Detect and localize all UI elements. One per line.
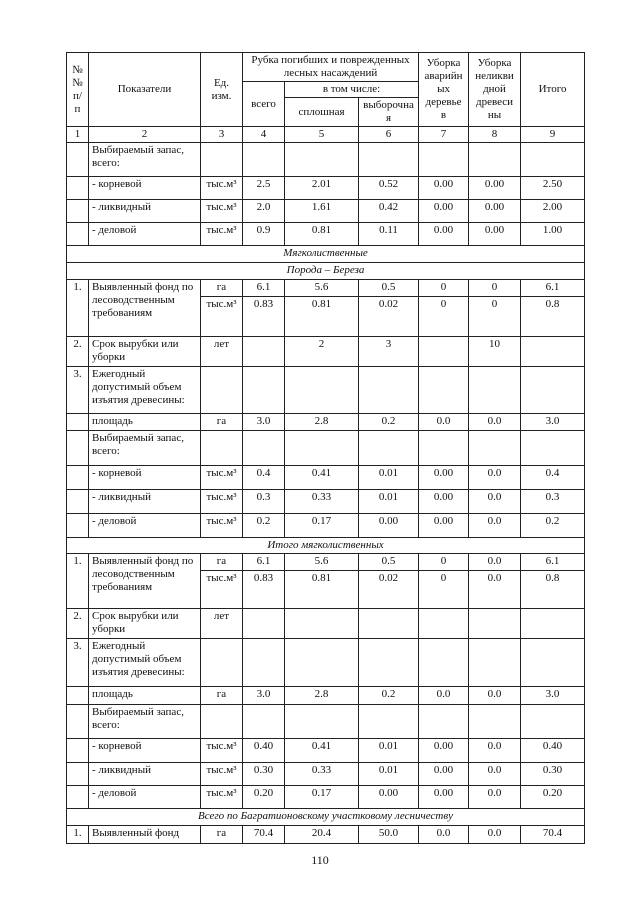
value-cell: 0.42: [359, 200, 419, 223]
value-cell: [419, 337, 469, 367]
row-label: - корневой: [89, 466, 201, 490]
table-row: [67, 554, 585, 571]
value-cell: [469, 431, 521, 466]
value-cell: 0.02: [359, 297, 419, 337]
table-row: [67, 466, 585, 490]
row-label: - корневой: [89, 177, 201, 200]
value-cell: [419, 431, 469, 466]
value-cell: 1.61: [285, 200, 359, 223]
row-label: площадь: [89, 687, 201, 705]
section-title: Всего по Багратионовскому участковому лесничеству: [67, 809, 585, 826]
row-unit: га: [201, 554, 243, 571]
row-unit: [201, 431, 243, 466]
header-emergency: Уборка аварийн ых деревье в: [419, 53, 469, 127]
value-cell: 50.0: [359, 826, 419, 844]
row-unit: тыс.м³: [201, 297, 243, 337]
value-cell: [521, 143, 585, 177]
value-cell: [285, 639, 359, 687]
value-cell: 2.50: [521, 177, 585, 200]
row-unit: тыс.м³: [201, 786, 243, 809]
row-unit: тыс.м³: [201, 200, 243, 223]
value-cell: 3.0: [243, 414, 285, 431]
row-number: [67, 431, 89, 466]
header-indicators: Показатели: [89, 53, 201, 127]
row-unit: [201, 639, 243, 687]
value-cell: 3.0: [521, 414, 585, 431]
section-title: Итого мягколиственных: [67, 538, 585, 554]
value-cell: 2.00: [521, 200, 585, 223]
table-row: [67, 705, 585, 739]
value-cell: 0.0: [469, 554, 521, 571]
value-cell: 0.2: [521, 514, 585, 538]
value-cell: [469, 705, 521, 739]
row-unit: га: [201, 687, 243, 705]
value-cell: [359, 367, 419, 414]
value-cell: 0.00: [419, 514, 469, 538]
value-cell: [359, 431, 419, 466]
section-row: [67, 809, 585, 826]
value-cell: 0.83: [243, 297, 285, 337]
row-number: 3.: [67, 639, 89, 687]
value-cell: [243, 609, 285, 639]
value-cell: 0.00: [469, 177, 521, 200]
value-cell: [285, 367, 359, 414]
row-number: [67, 200, 89, 223]
row-label: Срок вырубки или уборки: [89, 609, 201, 639]
row-label: Выявленный фонд: [89, 826, 201, 844]
value-cell: 0.11: [359, 223, 419, 246]
value-cell: 0.8: [521, 571, 585, 609]
value-cell: 0.30: [521, 763, 585, 786]
column-number-cell: 9: [521, 127, 585, 143]
table-row: [67, 739, 585, 763]
row-unit: лет: [201, 609, 243, 639]
row-label: - ликвидный: [89, 763, 201, 786]
value-cell: 0: [469, 280, 521, 297]
row-number: [67, 705, 89, 739]
column-number-cell: 1: [67, 127, 89, 143]
section-title: Порода – Береза: [67, 263, 585, 280]
value-cell: 0.00: [419, 177, 469, 200]
row-number: [67, 177, 89, 200]
value-cell: 0.00: [469, 200, 521, 223]
row-label: Выбираемый запас, всего:: [89, 143, 201, 177]
value-cell: 0.00: [419, 739, 469, 763]
table-row: [67, 514, 585, 538]
column-number-cell: 2: [89, 127, 201, 143]
row-label: площадь: [89, 414, 201, 431]
row-number: [67, 687, 89, 705]
value-cell: 0.00: [359, 514, 419, 538]
value-cell: [359, 639, 419, 687]
header-felling: Рубка погибших и поврежденных лесных насаждений: [243, 53, 419, 82]
value-cell: 70.4: [521, 826, 585, 844]
table-body: [67, 143, 585, 844]
value-cell: 3.0: [243, 687, 285, 705]
value-cell: 0.00: [359, 786, 419, 809]
value-cell: [359, 705, 419, 739]
row-number: [67, 763, 89, 786]
row-number: [67, 786, 89, 809]
value-cell: 0.3: [243, 490, 285, 514]
value-cell: [521, 367, 585, 414]
header-clear: сплошная: [285, 98, 359, 127]
row-number: [67, 490, 89, 514]
value-cell: [359, 609, 419, 639]
row-number: 1.: [67, 826, 89, 844]
value-cell: 0.00: [419, 786, 469, 809]
row-unit: га: [201, 414, 243, 431]
value-cell: 0.02: [359, 571, 419, 609]
value-cell: 3.0: [521, 687, 585, 705]
value-cell: 0.81: [285, 297, 359, 337]
value-cell: 0.00: [419, 200, 469, 223]
table-row: [67, 223, 585, 246]
column-number-cell: 8: [469, 127, 521, 143]
value-cell: [243, 367, 285, 414]
value-cell: [521, 705, 585, 739]
value-cell: 0.33: [285, 763, 359, 786]
value-cell: 2.5: [243, 177, 285, 200]
value-cell: 0.81: [285, 571, 359, 609]
value-cell: [243, 705, 285, 739]
value-cell: 0.4: [521, 466, 585, 490]
value-cell: [285, 143, 359, 177]
value-cell: 0: [469, 297, 521, 337]
row-unit: тыс.м³: [201, 514, 243, 538]
row-number: 1.: [67, 554, 89, 609]
value-cell: 0.00: [469, 223, 521, 246]
value-cell: 0: [419, 297, 469, 337]
header-selective: выборочна я: [359, 98, 419, 127]
row-unit: тыс.м³: [201, 223, 243, 246]
value-cell: 0: [419, 280, 469, 297]
column-number-cell: 4: [243, 127, 285, 143]
value-cell: 2.01: [285, 177, 359, 200]
value-cell: 6.1: [521, 280, 585, 297]
value-cell: 0.52: [359, 177, 419, 200]
value-cell: 0.40: [521, 739, 585, 763]
value-cell: 6.1: [243, 554, 285, 571]
value-cell: 0.00: [419, 223, 469, 246]
value-cell: [419, 639, 469, 687]
value-cell: 0.01: [359, 739, 419, 763]
header-sum: Итого: [521, 53, 585, 127]
row-unit: га: [201, 280, 243, 297]
row-label: Ежегодный допустимый объем изъятия древесины:: [89, 639, 201, 687]
value-cell: 0.0: [469, 466, 521, 490]
value-cell: 20.4: [285, 826, 359, 844]
value-cell: 0.33: [285, 490, 359, 514]
value-cell: [243, 337, 285, 367]
value-cell: [469, 609, 521, 639]
row-label: - ликвидный: [89, 200, 201, 223]
table-row: [67, 337, 585, 367]
value-cell: 0.0: [469, 786, 521, 809]
row-label: - деловой: [89, 786, 201, 809]
value-cell: 0.0: [419, 414, 469, 431]
column-number-cell: 7: [419, 127, 469, 143]
value-cell: 0.81: [285, 223, 359, 246]
page-number: 110: [311, 853, 329, 867]
row-unit: [201, 705, 243, 739]
row-label: Срок вырубки или уборки: [89, 337, 201, 367]
value-cell: 2.8: [285, 687, 359, 705]
value-cell: 0.2: [359, 414, 419, 431]
row-label: - корневой: [89, 739, 201, 763]
header-unit: Ед. изм.: [201, 53, 243, 127]
table-row: [67, 639, 585, 687]
value-cell: 0.2: [359, 687, 419, 705]
header-illiquid: Уборка неликви дной древеси ны: [469, 53, 521, 127]
row-number: [67, 223, 89, 246]
row-unit: га: [201, 826, 243, 844]
value-cell: 0: [419, 554, 469, 571]
row-unit: лет: [201, 337, 243, 367]
table-row: [67, 490, 585, 514]
table-row: [67, 687, 585, 705]
value-cell: 0.41: [285, 739, 359, 763]
column-number-cell: 5: [285, 127, 359, 143]
row-label: - деловой: [89, 223, 201, 246]
value-cell: 0.17: [285, 786, 359, 809]
row-number: [67, 514, 89, 538]
value-cell: 0.20: [521, 786, 585, 809]
table-row: [67, 414, 585, 431]
section-row: [67, 246, 585, 263]
value-cell: 0.20: [243, 786, 285, 809]
value-cell: 0.83: [243, 571, 285, 609]
value-cell: 6.1: [521, 554, 585, 571]
row-unit: тыс.м³: [201, 177, 243, 200]
row-number: 2.: [67, 609, 89, 639]
row-unit: тыс.м³: [201, 490, 243, 514]
table-row: [67, 143, 585, 177]
section-row: [67, 538, 585, 554]
value-cell: [419, 367, 469, 414]
table-row: [67, 177, 585, 200]
row-unit: тыс.м³: [201, 571, 243, 609]
row-number: 2.: [67, 337, 89, 367]
value-cell: [243, 431, 285, 466]
value-cell: [243, 639, 285, 687]
value-cell: 0.5: [359, 554, 419, 571]
value-cell: 0.8: [521, 297, 585, 337]
row-unit: тыс.м³: [201, 763, 243, 786]
value-cell: 0.30: [243, 763, 285, 786]
value-cell: [419, 143, 469, 177]
value-cell: [469, 367, 521, 414]
table-row: [67, 200, 585, 223]
row-number: 1.: [67, 280, 89, 337]
value-cell: 0.0: [469, 571, 521, 609]
value-cell: 0.0: [419, 687, 469, 705]
section-title: Мягколиственные: [67, 246, 585, 263]
row-label: Выбираемый запас, всего:: [89, 705, 201, 739]
row-label: - деловой: [89, 514, 201, 538]
value-cell: 0.0: [469, 826, 521, 844]
value-cell: 0.0: [469, 739, 521, 763]
value-cell: 0.3: [521, 490, 585, 514]
row-label: Ежегодный допустимый объем изъятия древесины:: [89, 367, 201, 414]
value-cell: 0.0: [469, 490, 521, 514]
value-cell: 1.00: [521, 223, 585, 246]
value-cell: 0.0: [469, 687, 521, 705]
value-cell: [521, 431, 585, 466]
section-row: [67, 263, 585, 280]
value-cell: 0.41: [285, 466, 359, 490]
value-cell: 3: [359, 337, 419, 367]
value-cell: 0.01: [359, 466, 419, 490]
value-cell: 2.8: [285, 414, 359, 431]
value-cell: [285, 705, 359, 739]
column-number-row: [67, 127, 585, 143]
value-cell: [285, 609, 359, 639]
table-row: [67, 609, 585, 639]
column-number-cell: 3: [201, 127, 243, 143]
value-cell: 5.6: [285, 554, 359, 571]
value-cell: [469, 639, 521, 687]
value-cell: 0.01: [359, 763, 419, 786]
table-row: [67, 367, 585, 414]
value-cell: [521, 639, 585, 687]
row-label: Выявленный фонд по лесоводственным требованиям: [89, 280, 201, 337]
forest-data-table: [66, 52, 585, 844]
row-number: [67, 414, 89, 431]
row-label: Выявленный фонд по лесоводственным требованиям: [89, 554, 201, 609]
value-cell: 0.00: [419, 466, 469, 490]
value-cell: 0.5: [359, 280, 419, 297]
row-number: [67, 739, 89, 763]
value-cell: 70.4: [243, 826, 285, 844]
value-cell: 0.0: [469, 763, 521, 786]
value-cell: 0.40: [243, 739, 285, 763]
value-cell: 5.6: [285, 280, 359, 297]
value-cell: 0.9: [243, 223, 285, 246]
value-cell: 0.0: [419, 826, 469, 844]
row-unit: тыс.м³: [201, 739, 243, 763]
value-cell: [243, 143, 285, 177]
header-total: всего: [243, 82, 285, 127]
row-number: [67, 143, 89, 177]
table-row: [67, 280, 585, 297]
value-cell: [419, 705, 469, 739]
value-cell: [521, 609, 585, 639]
value-cell: 0.00: [419, 763, 469, 786]
header-including: в том числе:: [285, 82, 419, 98]
row-label: - ликвидный: [89, 490, 201, 514]
value-cell: [469, 143, 521, 177]
value-cell: [419, 609, 469, 639]
value-cell: [359, 143, 419, 177]
row-number: 3.: [67, 367, 89, 414]
row-unit: [201, 367, 243, 414]
column-number-cell: 6: [359, 127, 419, 143]
row-label: Выбираемый запас, всего:: [89, 431, 201, 466]
value-cell: 0.17: [285, 514, 359, 538]
value-cell: 0.01: [359, 490, 419, 514]
header-num: № № п/ п: [67, 53, 89, 127]
row-unit: [201, 143, 243, 177]
table-row: [67, 763, 585, 786]
value-cell: 6.1: [243, 280, 285, 297]
value-cell: 10: [469, 337, 521, 367]
row-number: [67, 466, 89, 490]
table-row: [67, 786, 585, 809]
value-cell: [521, 337, 585, 367]
value-cell: [285, 431, 359, 466]
value-cell: 2.0: [243, 200, 285, 223]
value-cell: 0.0: [469, 514, 521, 538]
table-row: [67, 826, 585, 844]
value-cell: 2: [285, 337, 359, 367]
value-cell: 0.00: [419, 490, 469, 514]
value-cell: 0.2: [243, 514, 285, 538]
value-cell: 0.4: [243, 466, 285, 490]
value-cell: 0: [419, 571, 469, 609]
table-row: [67, 431, 585, 466]
value-cell: 0.0: [469, 414, 521, 431]
row-unit: тыс.м³: [201, 466, 243, 490]
